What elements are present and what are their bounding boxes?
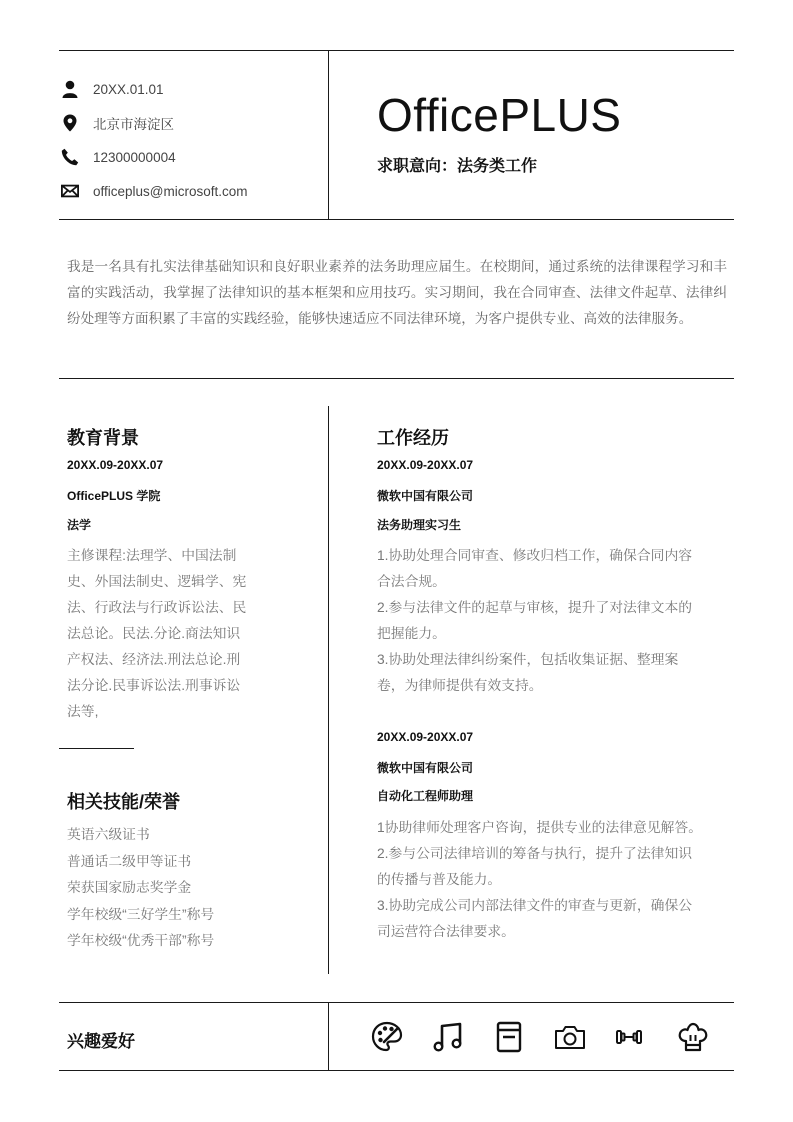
duty-line: 2.参与公司法律培训的筹备与执行，提升了法律知识 <box>377 846 693 861</box>
education-title: 教育背景 <box>67 428 139 448</box>
duty-line: 把握能力。 <box>377 626 446 641</box>
skill-item: 学年校级“优秀干部”称号 <box>67 933 215 948</box>
camera-icon <box>553 1020 587 1054</box>
course-line: 法、行政法与行政诉讼法、民 <box>67 600 247 615</box>
birthdate-text: 20XX.01.01 <box>93 81 164 97</box>
skills-list <box>67 822 214 955</box>
skill-item: 学年校级“三好学生”称号 <box>67 906 215 922</box>
section-separator <box>59 748 134 749</box>
contact-phone <box>61 140 248 174</box>
job-intent: 求职意向：法务类工作 <box>377 158 538 175</box>
body-divider <box>328 406 329 974</box>
person-icon <box>61 80 79 98</box>
education-major: 法学 <box>67 518 92 532</box>
job2-company: 微软中国有限公司 <box>377 761 474 775</box>
dumbbell-icon <box>612 1020 646 1054</box>
music-note-icon <box>432 1020 466 1054</box>
job1-date: 20XX.09-20XX.07 <box>377 458 474 472</box>
work-title: 工作经历 <box>377 428 449 448</box>
header-divider <box>328 50 329 220</box>
book-icon <box>492 1020 526 1054</box>
top-rule <box>59 50 734 51</box>
contact-list <box>61 72 248 208</box>
duty-line: 2.参与法律文件的起草与审核，提升了对法律文本的 <box>377 600 693 615</box>
header-bottom-rule <box>59 219 734 220</box>
job1-role: 法务助理实习生 <box>377 518 462 532</box>
duty-line: 卷，为律师提供有效支持。 <box>377 678 543 693</box>
course-line: 法总论。民法.分论.商法知识 <box>67 626 241 641</box>
contact-birthdate <box>61 72 248 106</box>
job2-role: 自动化工程师助理 <box>377 789 474 803</box>
job2-duties <box>377 815 732 945</box>
job2-date: 20XX.09-20XX.07 <box>377 730 474 744</box>
duty-line: 合法合规。 <box>377 574 446 589</box>
hobby-bottom-rule <box>59 1070 734 1071</box>
hobby-top-rule <box>59 1002 734 1003</box>
course-line: 产权法、经济法.刑法总论.刑 <box>67 652 241 667</box>
phone-text: 12300000004 <box>93 149 176 165</box>
education-date: 20XX.09-20XX.07 <box>67 458 164 472</box>
duty-line: 1协助律师处理客户咨询，提供专业的法律意见解答。 <box>377 820 702 835</box>
course-line: 史、外国法制史、逻辑学、宪 <box>67 574 247 589</box>
skill-item: 荣获国家励志奖学金 <box>67 880 192 895</box>
duty-line: 3.协助处理法律纠纷案件，包括收集证据、整理案 <box>377 652 679 667</box>
skill-item: 普通话二级甲等证书 <box>67 853 192 869</box>
phone-icon <box>61 148 79 166</box>
course-line: 主修课程:法理学、中国法制 <box>67 548 237 563</box>
chef-hat-icon <box>676 1020 710 1054</box>
course-line: 法分论.民事诉讼法.刑事诉讼 <box>67 678 241 693</box>
course-line: 法等, <box>67 704 99 719</box>
contact-location <box>61 106 248 140</box>
painting-palette-icon <box>370 1020 404 1054</box>
email-text[interactable]: officeplus@microsoft.com <box>93 183 248 199</box>
resume-name: OfficePLUS <box>377 89 622 141</box>
duty-line: 的传播与普及能力。 <box>377 872 502 887</box>
duty-line: 司运营符合法律要求。 <box>377 924 515 939</box>
hobby-divider <box>328 1002 329 1071</box>
job1-duties <box>377 543 732 699</box>
duty-line: 1.协助处理合同审查、修改归档工作，确保合同内容 <box>377 548 693 563</box>
contact-email[interactable] <box>61 174 248 208</box>
mail-icon <box>61 182 79 200</box>
self-summary: 我是一名具有扎实法律基础知识和良好职业素养的法务助理应届生。在校期间，通过系统的法律课程学习和丰富的实践活动，我掌握了法律知识的基本框架和应用技巧。实习期间，我在合同审查、法律文件起草、法律纠纷处理等方面积累了丰富的实践经验，能够快速适应不同法律环境，为客户提供专业、高效的法律服务。 <box>67 259 727 326</box>
hobbies-title: 兴趣爱好 <box>67 1032 135 1051</box>
location-text: 北京市海淀区 <box>93 117 174 132</box>
skills-title: 相关技能/荣誉 <box>67 792 181 812</box>
duty-line: 3.协助完成公司内部法律文件的审查与更新，确保公 <box>377 898 693 913</box>
skill-item: 英语六级证书 <box>67 827 150 842</box>
job1-company: 微软中国有限公司 <box>377 489 474 503</box>
education-school: OfficePLUS 学院 <box>67 489 161 503</box>
location-pin-icon <box>61 114 79 132</box>
education-courses <box>67 543 287 725</box>
summary-bottom-rule <box>59 378 734 379</box>
